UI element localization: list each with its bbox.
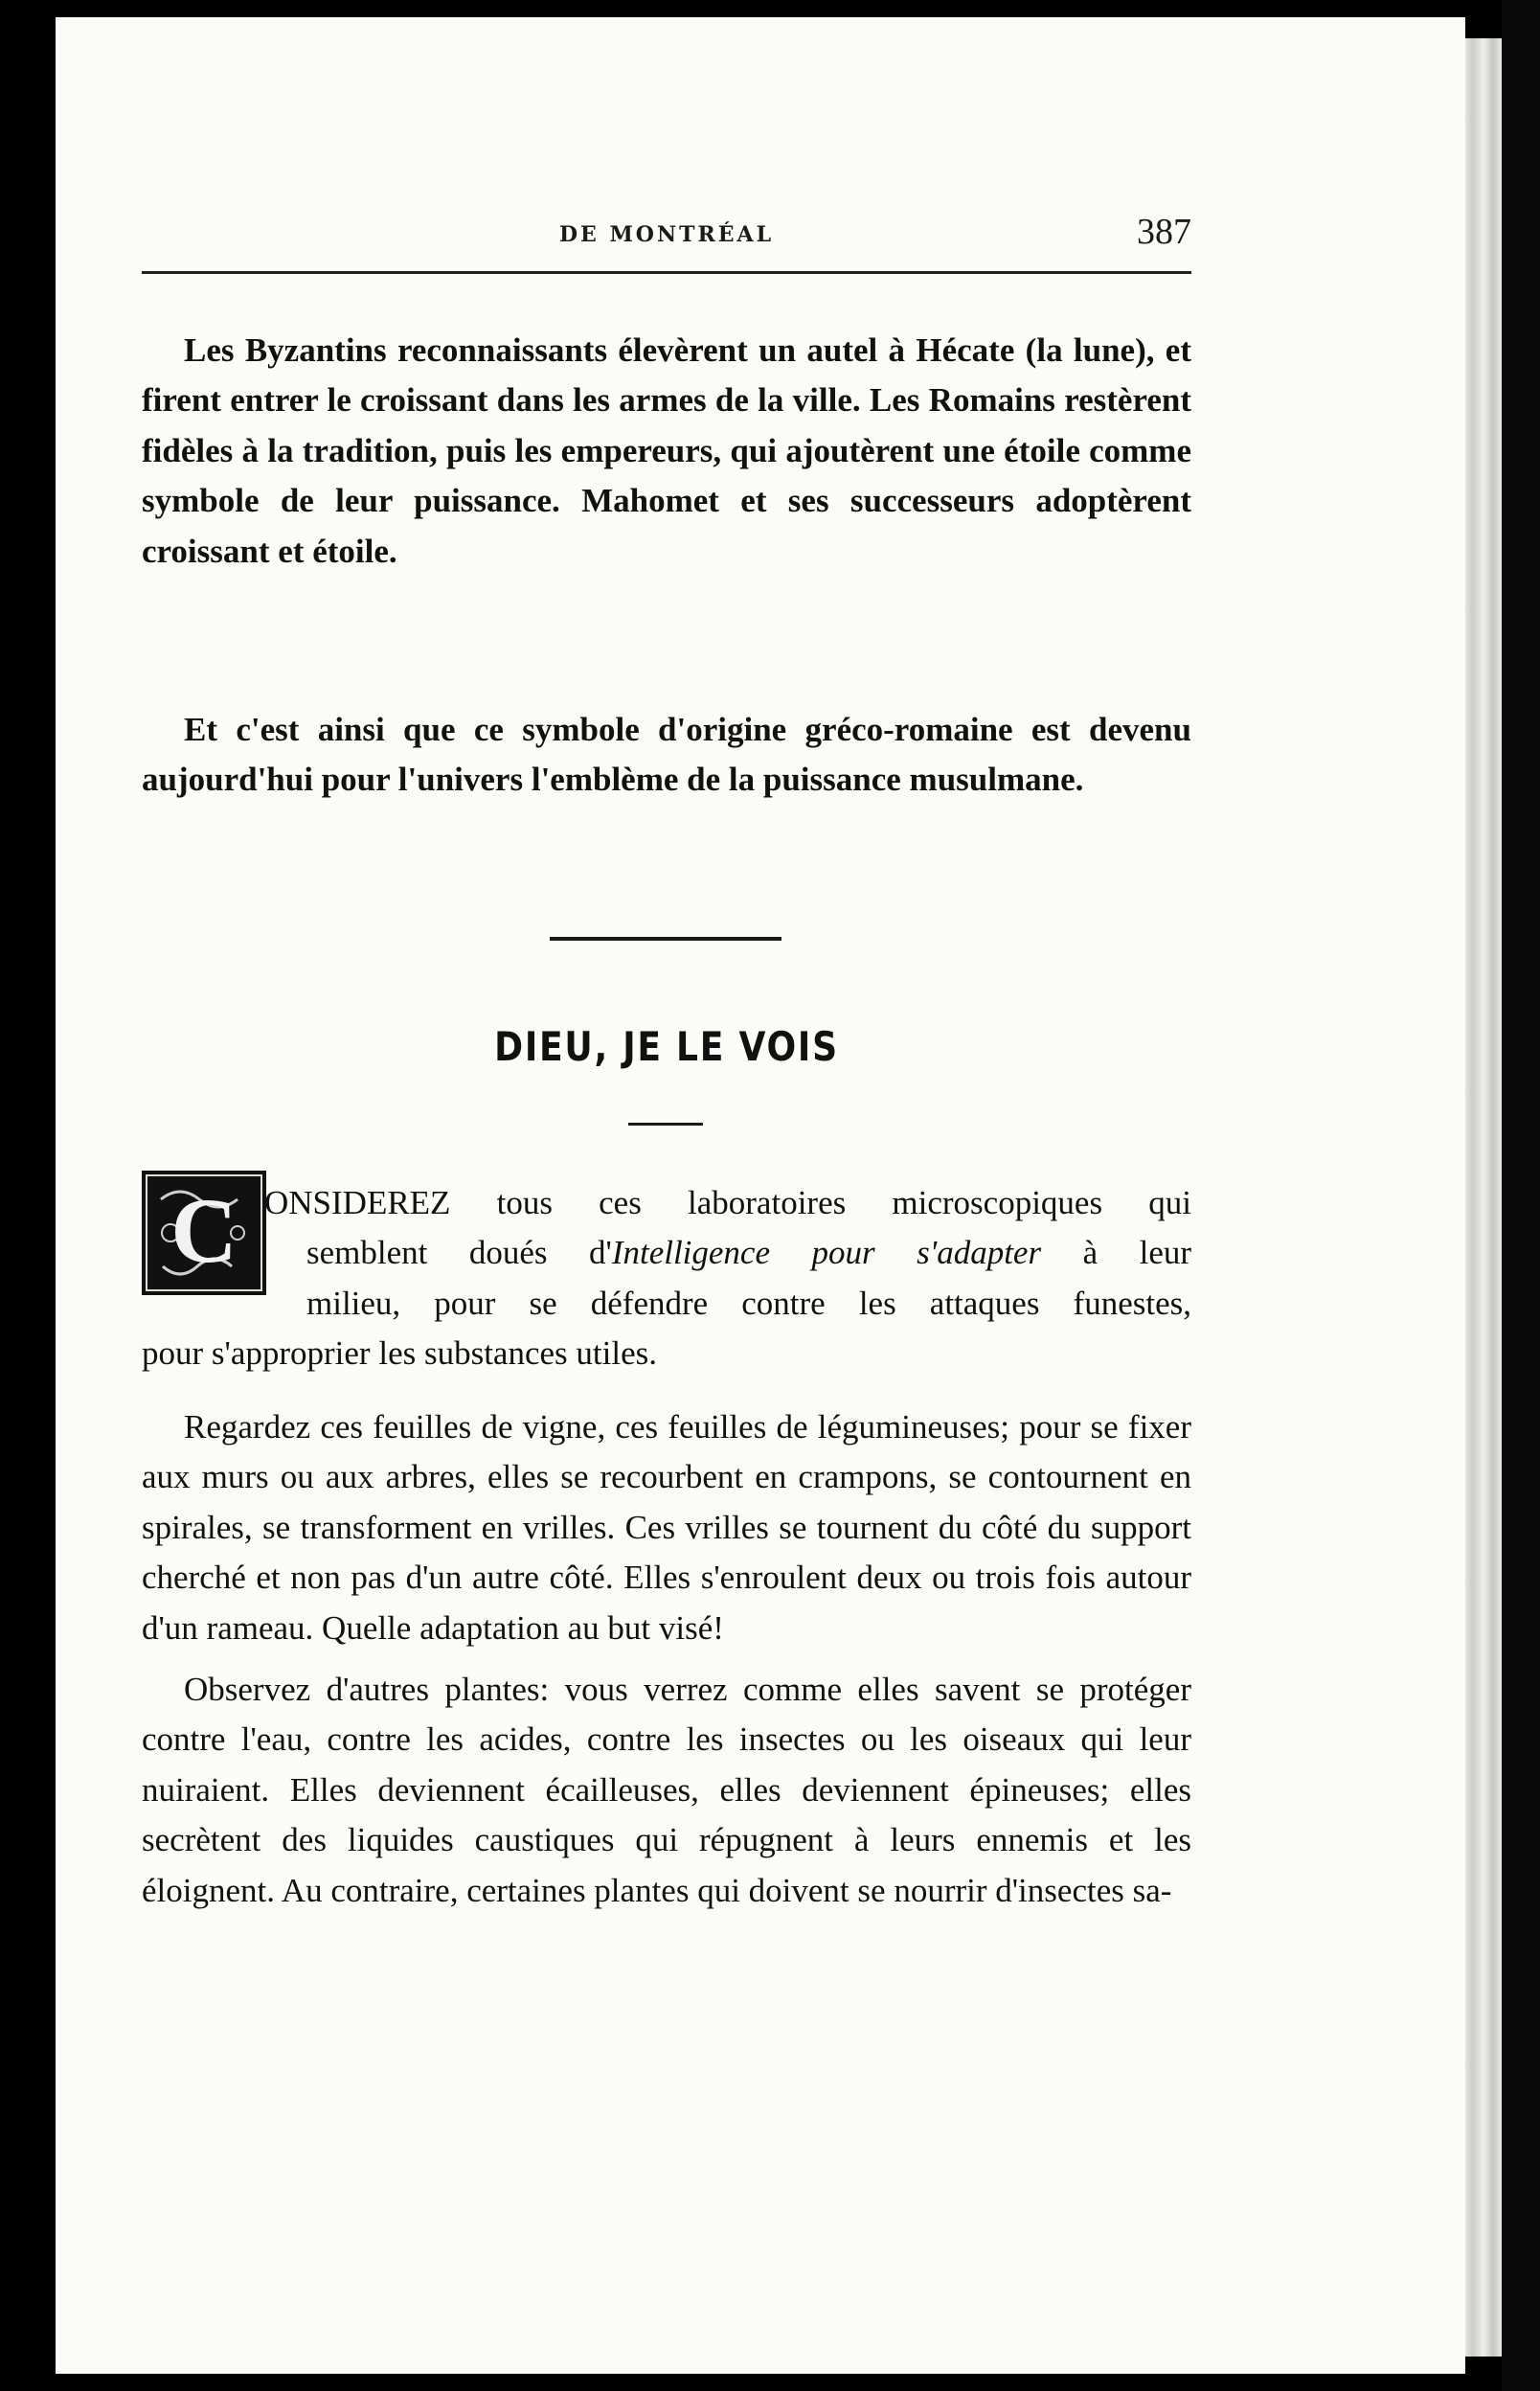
paragraph-byzantins: Les Byzantins reconnaissants élevèrent un autel à Hécate (la lune), et firent entrer le croissant dans les armes de la ville. Les Romains restèrent fidèles à la tradition, puis les empereurs, qui ajoutèrent une étoile comme symbole de leur puissance. Mahomet et ses successeurs adoptèrent croissant et étoile. bbox=[142, 331, 1191, 570]
section-title: DIEU, JE LE VOIS bbox=[494, 1023, 839, 1070]
page-number: 387 bbox=[1137, 212, 1191, 252]
running-title: DE MONTRÉAL bbox=[558, 222, 775, 247]
first-paragraph bbox=[142, 1178, 1191, 1379]
first-paragraph-line-4: pour s'approprier les substances utiles. bbox=[142, 1334, 657, 1373]
line-2-suffix: à leur bbox=[1041, 1234, 1192, 1272]
first-paragraph-line-1: ONSIDEREZ tous ces laboratoires microscopiques qui bbox=[264, 1184, 1191, 1221]
scan-border bbox=[1502, 0, 1540, 2391]
paragraph-symbole: Et c'est ainsi que ce symbole d'origine gréco-romaine est devenu aujourd'hui pour l'univers l'emblème de la puissance musulmane. bbox=[142, 711, 1191, 799]
first-paragraph-line-2 bbox=[306, 1228, 1191, 1278]
running-head bbox=[142, 212, 1191, 272]
emphasis-intelligence: Intelligence pour s'adapter bbox=[611, 1234, 1042, 1272]
book-spine-shadow bbox=[0, 0, 56, 2391]
first-paragraph-line-3: milieu, pour se défendre contre les attaques funestes, bbox=[306, 1284, 1191, 1322]
title-underline bbox=[628, 1123, 703, 1126]
continued-text bbox=[142, 326, 1191, 577]
line-2-prefix: semblent doués d' bbox=[306, 1234, 612, 1272]
closing-paragraph-block bbox=[142, 705, 1191, 806]
paragraph-vigne: Regardez ces feuilles de vigne, ces feuilles de légumineuses; pour se fixer aux murs ou aux arbres, elles se recourbent en crampons, se contournent en spirales, se transforment en vrilles. Ces vrilles se tournent du côté du support cherché et non pas d'un autre côté. Elles s'enroulent deux ou trois fois autour d'un rameau. Quelle adaptation au but visé! bbox=[142, 1408, 1191, 1647]
svg-text:C: C bbox=[170, 1179, 238, 1282]
header-rule bbox=[142, 271, 1191, 274]
section-separator bbox=[550, 937, 781, 941]
body-paragraphs bbox=[142, 1402, 1191, 1916]
paragraph-plantes: Observez d'autres plantes: vous verrez comme elles savent se protéger contre l'eau, contre les acides, contre les insectes ou les oiseaux qui leur nuiraient. Elles deviennent écailleuses, elles deviennent épineuses; elles secrètent des liquides caustiques qui répugnent à leurs ennemis et les éloignent. Au contraire, certaines plantes qui doivent se nourrir d'insectes sa- bbox=[142, 1671, 1191, 1909]
